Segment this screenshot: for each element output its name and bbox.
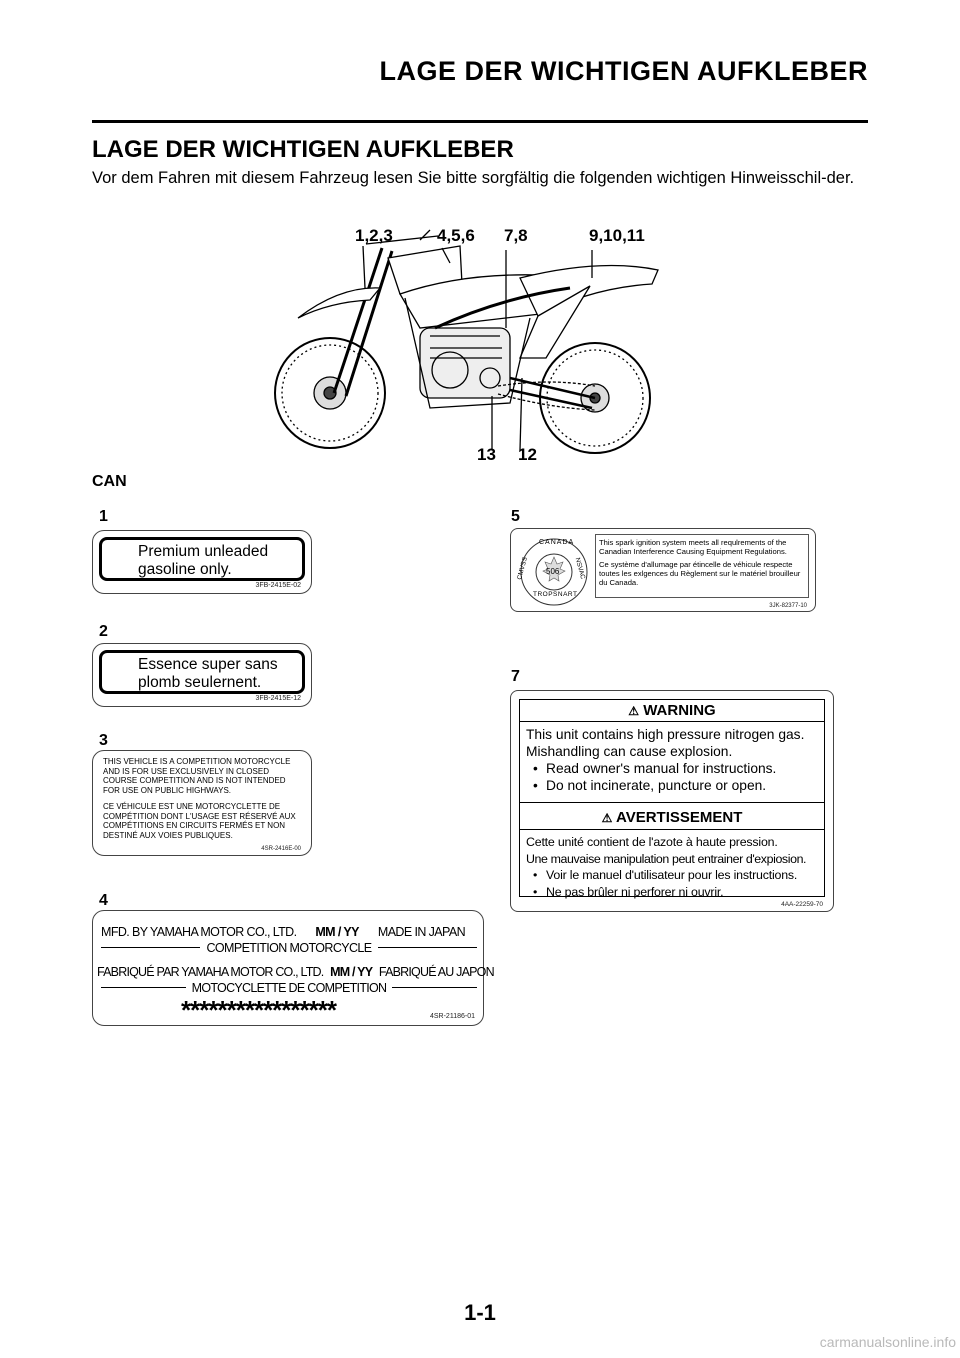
label-2-number: 2 [99,623,108,640]
label-1-line1: Premium unleaded [138,543,269,560]
region-label: CAN [92,473,127,490]
warning-body [520,722,824,803]
label-4-code: 4SR-21186-01 [429,1013,475,1020]
label-5-sticker [510,528,816,612]
seal-right-text: NSVAC [573,557,587,580]
label-2-line2: plomb seulernent. [138,674,262,691]
page-number: 1-1 [464,1300,496,1325]
label-3-code: 4SR-2416E-00 [261,846,301,852]
label-4-date2: MM / YY [330,965,373,979]
avertissement-body [520,830,824,900]
motorcycle-drawing [270,218,670,478]
seal-left-text: CMVSS [516,556,529,581]
label-2-sticker [92,643,312,707]
label-7-sticker [510,690,834,912]
label-4-mfd: MFD. BY YAMAHA MOTOR CO., LTD. [101,925,297,939]
callout-7-8: 7,8 [504,226,528,245]
label-4-fab: FABRIQUÉ PAR YAMAHA MOTOR CO., LTD. [97,965,324,979]
label-4-fab-jp: FABRIQUÉ AU JAPON [378,965,494,979]
label-4-comp-en-row [101,939,477,955]
label-7-number: 7 [511,668,520,685]
label-4-date1: MM / YY [315,925,359,939]
motorcycle-figure [270,218,670,478]
seal-bottom-text: TROPSNART [533,591,578,598]
label-4-comp-en: COMPETITION MOTORCYCLE [200,941,377,955]
header-rule [92,120,868,123]
label-4-stars: ***************** [181,995,337,1025]
label-2-code: 3FB-2415E-12 [255,695,301,702]
label-4-row1 [101,925,477,939]
label-4-comp-fr-row [101,979,477,995]
label-1-sticker [92,530,312,594]
label-1-code: 3FB-2415E-02 [255,582,301,589]
label-4-comp-fr: MOTOCYCLETTE DE COMPETITION [186,981,393,995]
label-5-number: 5 [511,508,520,525]
callout-4-5-6: 4,5,6 [437,226,475,245]
seal-number: 506 [546,567,560,576]
label-3-sticker [92,750,312,856]
callout-13: 13 [477,445,496,464]
label-4-sticker [92,910,494,1026]
callout-12: 12 [518,445,537,464]
intro-paragraph: Vor dem Fahren mit diesem Fahrzeug lesen Sie bitte sorgfältig die folgenden wichtigen Hinweisschil-der. [92,169,855,187]
label-7-frame [519,699,825,897]
label-5-french: Ce système d'allumage par étincelle de véhicule respecte toutes les exlgences du Règlement sur le matériel brouilleur du Canada. [599,560,801,587]
label-4-number: 4 [99,892,108,909]
label-4-row2 [97,965,494,979]
callout-1-2-3: 1,2,3 [355,226,393,245]
callout-9-10-11: 9,10,11 [589,226,645,245]
warning-line-1: This unit contains high pressure nitrogen gas. [526,727,805,742]
warning-line-2: Mishandling can cause explosion. [526,744,733,759]
label-1-frame [99,537,305,581]
avertissement-title: AVERTISSEMENT [615,809,743,826]
avertissement-line-1: Cette unité contient de l'azote à haute pression. [526,835,778,849]
label-5-english: This spark ignition system meets all requlrements of the Canadian Interference Causing Equipment Regulations. [599,538,787,556]
page-header-title: LAGE DER WICHTIGEN AUFKLEBER [379,56,868,86]
avertissement-bullet-2: • Ne pas brûler ni perforer ni ouvrir. [526,884,818,901]
seal-top-text: CANADA [539,539,575,546]
label-5-text-box [595,534,809,598]
warning-bullet-1: • Read owner's manual for instructions. [526,760,818,777]
avertissement-bullet-1: • Voir le manuel d'utilisateur pour les instructions. [526,867,818,884]
label-2-frame [99,650,305,694]
label-1-number: 1 [99,508,108,525]
warning-title: WARNING [643,702,716,719]
avertissement-line-2: Une mauvaise manipulation peut entrainer d'expiosion. [526,851,807,866]
warning-triangle-icon: ⚠ [628,704,640,718]
label-2-line1: Essence super sans [138,656,278,673]
label-5-code: 3JK-82377-10 [769,603,807,609]
label-3-english: THIS VEHICLE IS A COMPETITION MOTORCYCLE AND IS FOR USE EXCLUSIVELY IN CLOSED COURSE COMPETITION AND IS NOT INTENDED FOR USE ON PUBLIC HIGHWAYS. [103,757,291,795]
label-3-number: 3 [99,732,108,749]
avertissement-header [520,803,824,830]
label-7-code: 4AA-22259-70 [781,901,823,908]
avertissement-triangle-icon: ⚠ [601,811,613,825]
label-1-line2: gasoline only. [138,561,232,578]
label-3-french: CE VÉHICULE EST UNE MOTORCYCLETTE DE COMPÉTITION DONT L'USAGE EST RÉSERVÉ AUX COMPÉTITIONS EN CIRCUITS FERMÉS ET NON DESTINÉ AUX VOIES PUBLIQUES. [103,802,296,840]
watermark-text: carmanualsonline.info [819,1334,956,1350]
warning-header [520,700,824,722]
warning-bullet-2: • Do not incinerate, puncture or open. [526,777,818,794]
section-title: LAGE DER WICHTIGEN AUFKLEBER [92,136,514,163]
label-4-made: MADE IN JAPAN [377,925,465,939]
